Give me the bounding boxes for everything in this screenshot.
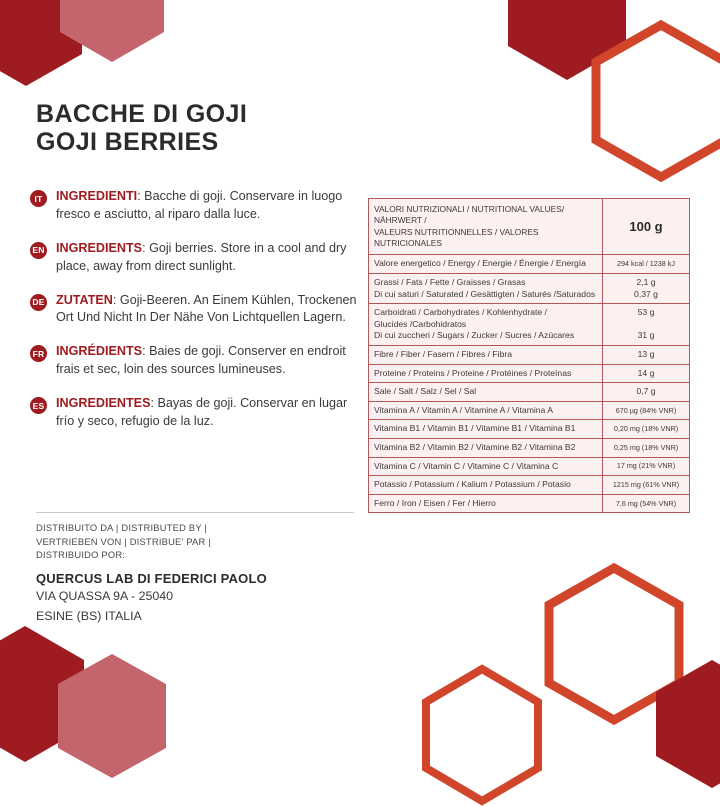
ingredient-lead-de: ZUTATEN (56, 292, 113, 307)
ingredients-list (30, 188, 360, 447)
table-row (369, 383, 689, 402)
nutrition-row-value (603, 304, 689, 345)
nutrition-row-value-line: 53 g (637, 307, 655, 318)
ingredient-lead-en: INGREDIENTS (56, 240, 143, 255)
nutrition-row-label (369, 304, 603, 345)
table-row (369, 255, 689, 274)
nutrition-row-value-line (607, 319, 685, 331)
nutrition-header-line2: VALEURS NUTRITIONNELLES / VALORES NUTRICIONALES (374, 226, 539, 249)
table-row (369, 274, 689, 304)
nutrition-header-label (369, 199, 603, 254)
nutrition-row-value: 13 g (637, 348, 655, 359)
flag-badge-it: IT (30, 190, 47, 207)
nutrition-row-label: Sale / Salt / Salz / Sel / Sal (369, 383, 603, 401)
nutrition-row-value: 17 mg (21% VNR) (616, 461, 676, 471)
nutrition-row-value-line: 294 kcal / 1238 kJ (617, 259, 675, 269)
nutrition-row-label: Vitamina C / Vitamin C / Vitamine C / Vitamina C (369, 458, 603, 476)
nutrition-row-value-line: 0,37 g (634, 288, 658, 299)
nutrition-row-label: Fibre / Fiber / Fasern / Fibres / Fibra (369, 346, 603, 364)
ingredient-body-es: : Bayas de goji. Conservar en lugar frío y seco, refugio de la luz. (56, 396, 348, 428)
nutrition-row-value: 0,25 mg (18% VNR) (613, 442, 679, 452)
distributor-address-line-2: ESINE (BS) ITALIA (36, 608, 142, 623)
nutrition-row-label: Vitamina B2 / Vitamin B2 / Vitamine B2 / Vitamina B2 (369, 439, 603, 457)
nutrition-row-label-line: Di cui saturi / Saturated / Gesättigten / Saturés /Saturados (374, 288, 596, 299)
flag-badge-es: ES (30, 397, 47, 414)
ingredient-lead-es: INGREDIENTES (56, 396, 151, 410)
nutrition-row-label: Vitamina B1 / Vitamin B1 / Vitamine B1 / Vitamina B1 (369, 420, 603, 438)
nutrition-row-value (603, 255, 689, 273)
distributor-name: QUERCUS LAB DI FEDERICI PAOLO (36, 570, 267, 586)
nutrition-row-label-line: Di cui zuccheri / Sugars / Zucker / Sucres / Azúcares (374, 330, 575, 341)
nutrition-row-label-line: Glucides /Carbohidratos (374, 318, 467, 329)
list-item (30, 188, 360, 224)
ingredient-body-it: : Bacche di goji. Conservare in luogo fresco e asciutto, al riparo dalla luce. (56, 189, 343, 221)
nutrition-row-label-line: Grassi / Fats / Fette / Graisses / Grasas (374, 276, 526, 287)
table-row (369, 458, 689, 477)
nutrition-row-value: 0,7 g (636, 386, 656, 397)
product-title-it: BACCHE DI GOJI (36, 100, 248, 128)
nutrition-row-value: 0,20 mg (18% VNR) (613, 424, 679, 434)
nutrition-row-label-line: Carboidrati / Carbohydrates / Kohlenhydrate / (374, 307, 547, 318)
ingredient-body-en: : Goji berries. Store in a cool and dry place, away from direct sunlight. (56, 240, 347, 273)
table-row (369, 304, 689, 346)
table-row-header (369, 199, 689, 255)
flag-badge-de: DE (30, 294, 47, 311)
distributor-address-line-1: VIA QUASSA 9A - 25040 (36, 588, 174, 603)
list-item (30, 395, 360, 431)
distributor-line-1: DISTRIBUITO DA | DISTRIBUTED BY | (36, 522, 208, 533)
nutrition-row-value: 1215 mg (61% VNR) (612, 480, 680, 490)
nutrition-row-value: 670 µg (84% VNR) (615, 405, 677, 415)
nutrition-table (368, 198, 690, 513)
ingredient-body-de: : Goji-Beeren. An Einem Kühlen, Trockenen Ort Und Nicht In Der Nähe Von Lichtquellen Lagern. (56, 292, 357, 325)
table-row (369, 365, 689, 384)
ingredient-text-fr (56, 343, 360, 379)
distributor-block (36, 512, 366, 626)
ingredient-text-de (56, 292, 360, 328)
ingredient-lead-it: INGREDIENTI (56, 189, 138, 203)
nutrition-row-value: 7,6 mg (54% VNR) (615, 498, 677, 508)
distributor-line-2: VERTRIEBEN VON | DISTRIBUE' PAR | (36, 535, 211, 547)
page-title (36, 100, 247, 156)
table-row (369, 420, 689, 439)
nutrition-row-value-line: 31 g (637, 330, 655, 341)
nutrition-header-line1: VALORI NUTRIZIONALI / NUTRITIONAL VALUES/ NÄHRWERT / (374, 204, 565, 226)
nutrition-header-value: 100 g (629, 218, 663, 234)
nutrition-row-label: Vitamina A / Vitamin A / Vitamine A / Vitamina A (369, 402, 603, 420)
divider (36, 512, 354, 513)
product-title-en: GOJI BERRIES (36, 128, 219, 156)
nutrition-row-label: Proteine / Proteins / Proteine / Protéines / Proteínas (369, 365, 603, 383)
nutrition-row-label: Ferro / Iron / Eisen / Fer / Hierro (369, 495, 603, 513)
list-item (30, 292, 360, 328)
flag-badge-fr: FR (30, 345, 47, 362)
nutrition-row-value: 14 g (637, 367, 655, 378)
table-row (369, 439, 689, 458)
nutrition-row-value-line: 2,1 g (636, 276, 656, 287)
nutrition-row-label-line: Valore energetico / Energy / Energie / Énergie / Energía (374, 258, 586, 269)
list-item (30, 240, 360, 276)
flag-badge-en: EN (30, 242, 47, 259)
nutrition-row-value (603, 274, 689, 303)
table-row (369, 346, 689, 365)
table-row (369, 495, 689, 513)
nutrition-row-label (369, 274, 603, 303)
distributor-line-3: DISTRIBUIDO POR: (36, 549, 126, 561)
ingredient-text-it (56, 188, 360, 224)
table-row (369, 476, 689, 495)
list-item (30, 343, 360, 379)
ingredient-lead-fr: INGRÉDIENTS (56, 344, 143, 359)
ingredient-text-en (56, 240, 360, 276)
table-row (369, 402, 689, 421)
ingredient-text-es (56, 395, 360, 431)
nutrition-row-label: Potassio / Potassium / Kalium / Potassium / Potasio (369, 476, 603, 494)
nutrition-row-label (369, 255, 603, 273)
ingredient-body-fr: : Baies de goji. Conserver en endroit frais et sec, loin des sources lumineuses. (56, 344, 346, 377)
